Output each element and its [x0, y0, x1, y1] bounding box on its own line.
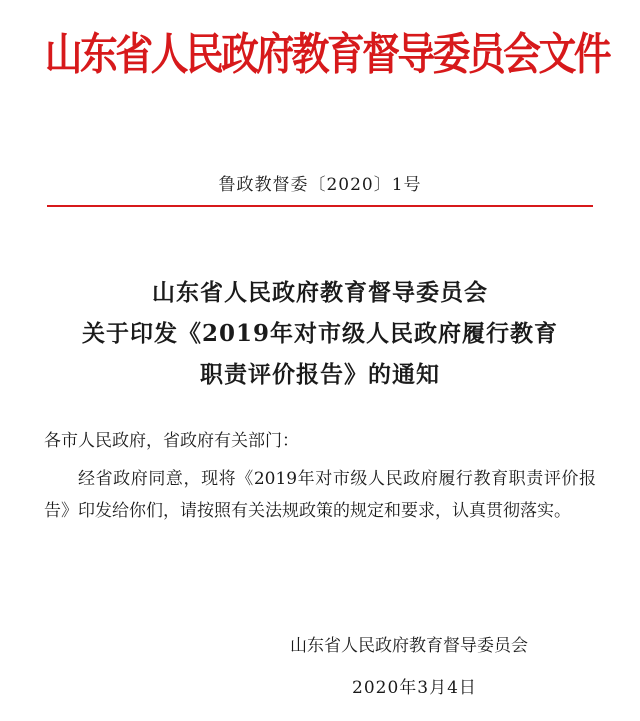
notice-title-line-1: 山东省人民政府教育督导委员会	[152, 279, 488, 306]
salutation: 各市人民政府，省政府有关部门：	[44, 431, 299, 451]
notice-title-line-3: 职责评价报告》的通知	[200, 361, 440, 388]
document-number: 鲁政教督委〔2020〕1号	[218, 175, 422, 195]
red-divider-line	[47, 205, 593, 207]
body-paragraph: 经省政府同意，现将《2019年对市级人民政府履行教育职责评价报告》印发给你们，请按照有关法规政策的规定和要求，认真贯彻落实。	[44, 469, 596, 521]
letterhead-title: 山东省人民政府教育督导委员会文件	[44, 29, 609, 80]
issuer-signature: 山东省人民政府教育督导委员会	[290, 636, 528, 656]
issue-date: 2020年3月4日	[352, 678, 477, 698]
notice-title-line-2: 关于印发《2019年对市级人民政府履行教育	[81, 320, 558, 347]
